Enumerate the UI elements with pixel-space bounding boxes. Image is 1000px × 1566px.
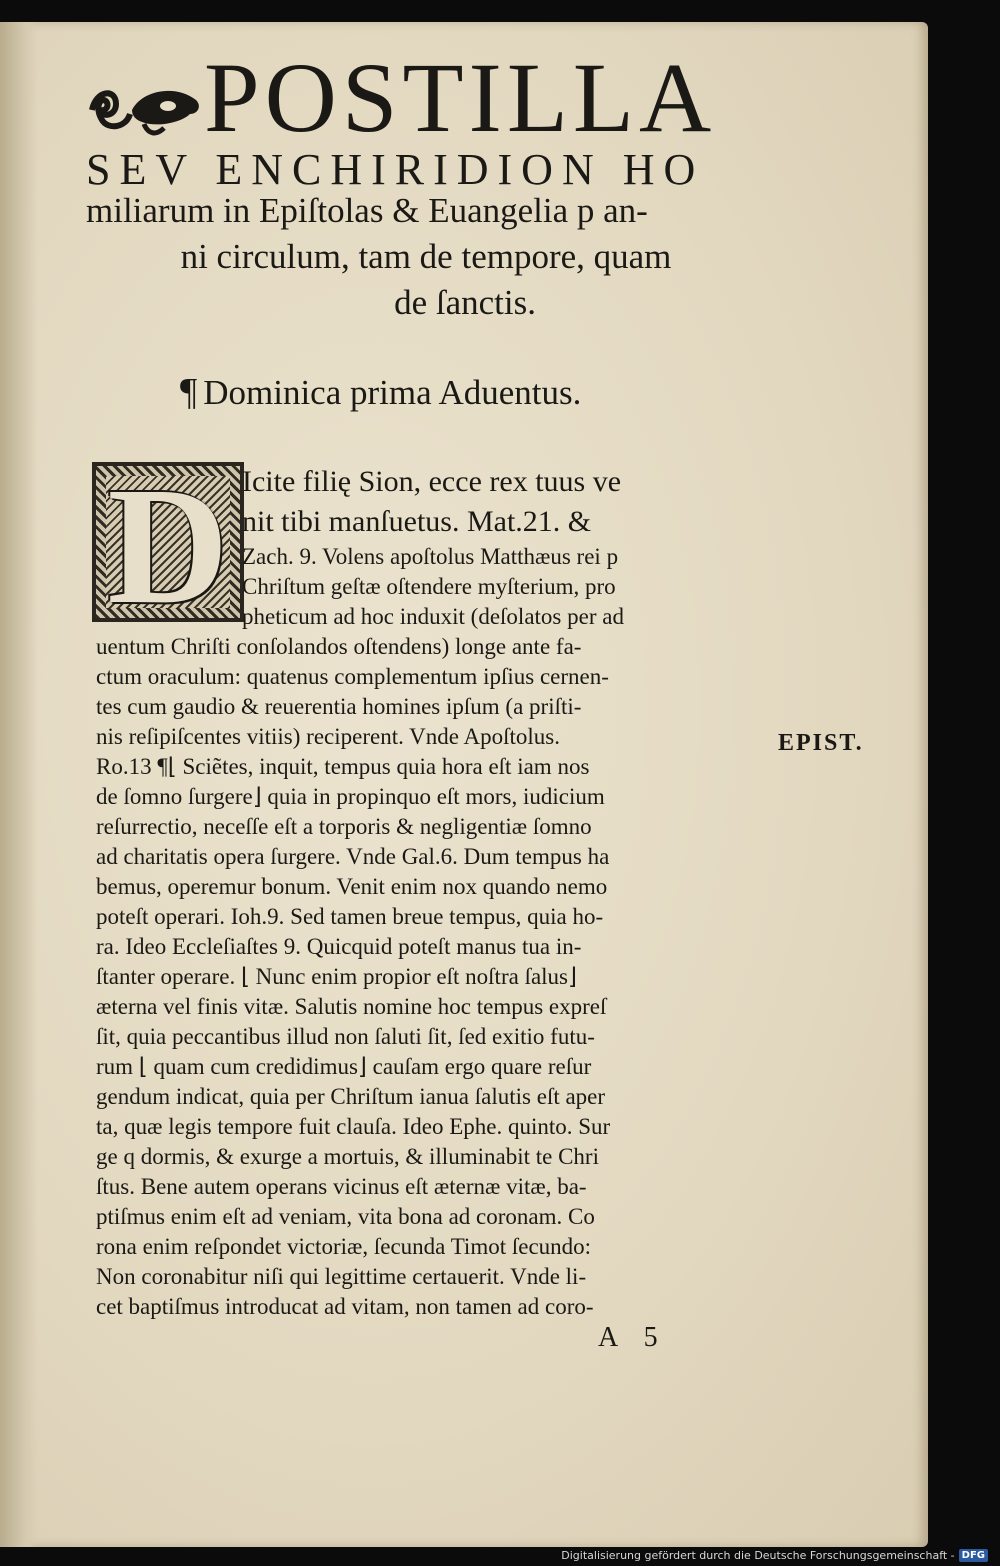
text-line: rona enim reſpondet victoriæ, ſecunda Timot ſecundo:	[96, 1234, 592, 1259]
text-line: reſurrectio, neceſſe eſt a torporis & negligentiæ ſomno	[96, 814, 592, 839]
subtitle: SEV ENCHIRIDION HO	[86, 145, 705, 194]
text-line: poteſt operari. Ioh.9. Sed tamen breue tempus, quia ho-	[96, 904, 604, 929]
text-line: Icite filię Sion, ecce rex tuus ve	[242, 465, 622, 498]
text-line: gendum indicat, quia per Chriſtum ianua ſalutis eſt aper	[96, 1084, 606, 1109]
text-line: tes cum gaudio & reuerentia homines ipſum (a priſti-	[96, 694, 582, 719]
signature-mark: A 5	[598, 1322, 668, 1353]
text-line: ctum oraculum: quatenus complementum ipſius cernen-	[96, 664, 609, 689]
digitization-footer	[561, 1549, 988, 1562]
text-line: Chriſtum geſtæ oſtendere myſterium, pro	[242, 574, 616, 599]
title-block	[86, 42, 766, 153]
text-line: ptiſmus enim eſt ad veniam, vita bona ad coronam. Co	[96, 1204, 595, 1229]
pilcrow-icon: ¶	[180, 371, 198, 413]
text-line: rum ⌊ quam cum credidimus⌋ cauſam ergo quare reſur	[96, 1054, 592, 1079]
dfg-logo: DFG	[959, 1549, 988, 1562]
section-heading-text: Dominica prima Aduentus.	[203, 373, 582, 412]
text-line: æterna vel finis vitæ. Salutis nomine hoc tempus expreſ	[96, 994, 607, 1019]
text-line: ta, quæ legis tempore fuit clauſa. Ideo Ephe. quinto. Sur	[96, 1114, 611, 1139]
page-gutter	[0, 22, 38, 1547]
text-line: uentum Chriſti conſolandos oſtendens) longe ante fa-	[96, 634, 582, 659]
title-description	[86, 188, 766, 326]
body-text	[96, 453, 766, 1322]
page-title: POSTILLA	[204, 42, 717, 153]
description-line: ni circulum, tam de tempore, quam	[180, 237, 672, 276]
text-line: ad charitatis opera ſurgere. Vnde Gal.6. Dum tempus ha	[96, 844, 610, 869]
margin-note: EPIST.	[778, 730, 864, 756]
text-line: de ſomno ſurgere⌋ quia in propinquo eſt mors, iudicium	[96, 784, 605, 809]
text-line: ge q dormis, & exurge a mortuis, & illuminabit te Chri	[96, 1144, 599, 1169]
text-line: nit tibi manſuetus. Mat.21. &	[242, 505, 592, 538]
text-line: nis reſipiſcentes vitiis) reciperent. Vnde Apoſtolus.	[96, 724, 560, 749]
description-line: de ſanctis.	[394, 283, 536, 322]
initial-letter: D	[107, 453, 229, 639]
section-heading	[180, 370, 740, 414]
text-line: ſit, quia peccantibus illud non ſaluti ſit, ſed exitio futu-	[96, 1024, 595, 1049]
description-line: miliarum in Epiſtolas & Euangelia p an-	[86, 191, 648, 230]
text-line: Non coronabitur niſi qui legittime certauerit. Vnde li-	[96, 1264, 587, 1289]
text-line: bemus, operemur bonum. Venit enim nox quando nemo	[96, 874, 608, 899]
footer-text: Digitalisierung gefördert durch die Deutsche Forschungsgemeinschaft -	[561, 1549, 955, 1562]
text-line: ſtanter operare. ⌊ Nunc enim propior eſt noſtra ſalus⌋	[96, 964, 577, 989]
text-line: cet baptiſmus introducat ad vitam, non tamen ad coro-	[96, 1294, 594, 1319]
text-line: Ro.13 ¶⌊ Sciẽtes, inquit, tempus quia hora eſt iam nos	[96, 754, 590, 779]
text-line: Zach. 9. Volens apoſtolus Matthæus rei p	[242, 544, 619, 569]
text-line: ſtus. Bene autem operans vicinus eſt æternæ vitæ, ba-	[96, 1174, 587, 1199]
text-line: pheticum ad hoc induxit (deſolatos per ad	[242, 604, 624, 629]
dolphin-ornament-icon	[86, 70, 206, 140]
text-line: ra. Ideo Eccleſiaſtes 9. Quicquid poteſt manus tua in-	[96, 934, 582, 959]
